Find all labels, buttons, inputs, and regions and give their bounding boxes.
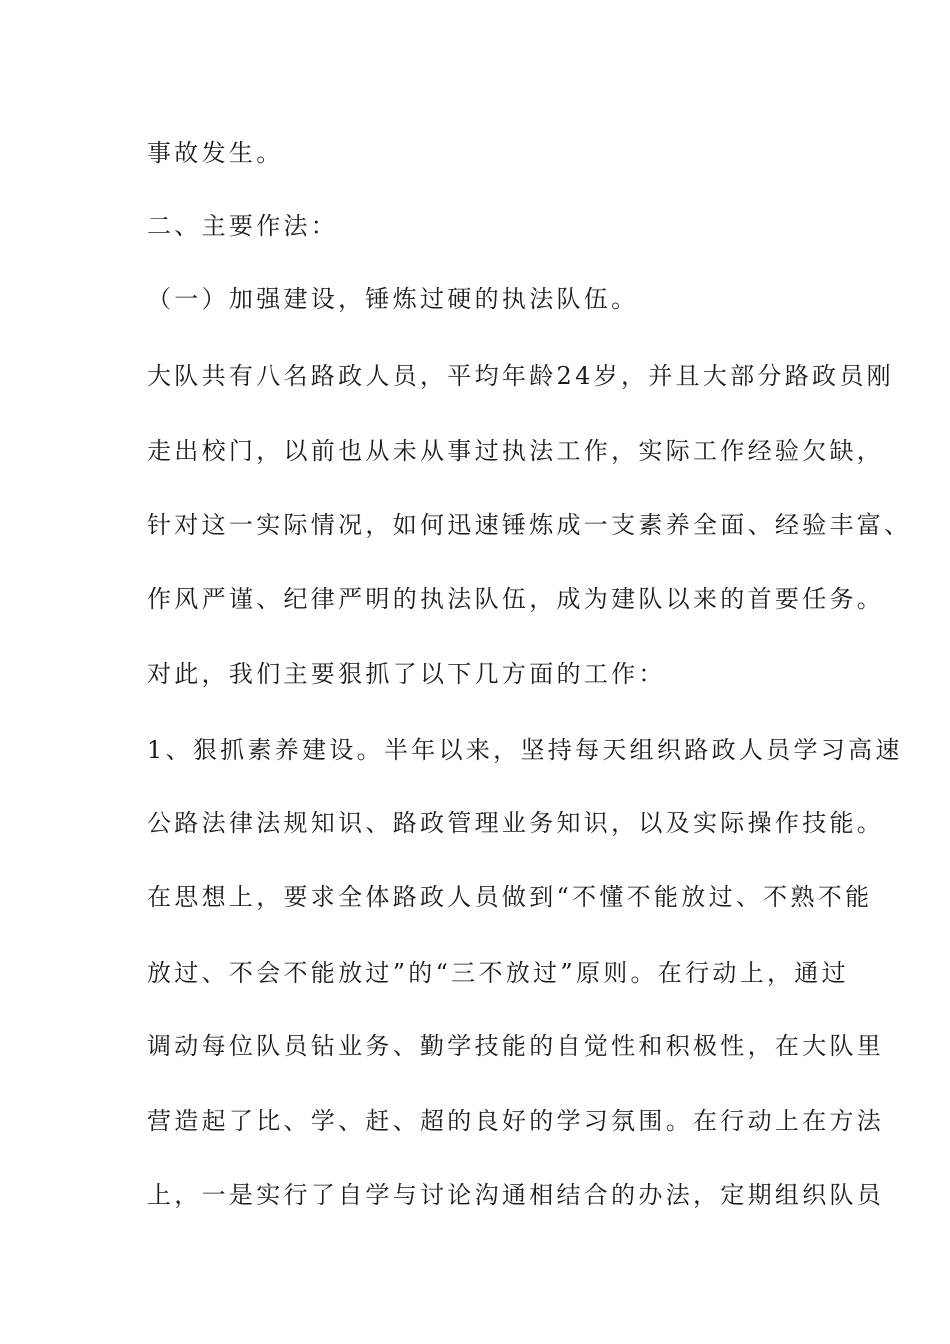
text-line: 1、狠抓素养建设。半年以来，坚持每天组织路政人员学习高速: [147, 736, 903, 764]
section-heading: 二、主要作法：: [147, 212, 339, 240]
text-line: 对此，我们主要狠抓了以下几方面的工作：: [147, 660, 666, 688]
text-line: 上，一是实行了自学与讨论沟通相结合的办法，定期组织队员: [147, 1181, 885, 1209]
text-line: 走出校门，以前也从未从事过执法工作，实际工作经验欠缺，: [147, 437, 885, 465]
text-line: 大队共有八名路政人员，平均年龄24岁，并且大部分路政员刚: [147, 362, 894, 390]
text-line: 营造起了比、学、赶、超的良好的学习氛围。在行动上在方法: [147, 1107, 885, 1135]
text-line: 调动每位队员钻业务、勤学技能的自觉性和积极性，在大队里: [147, 1032, 885, 1060]
text-line: 事故发生。: [147, 139, 284, 167]
subsection-heading: （一）加强建设，锤炼过硬的执法队伍。: [147, 285, 639, 313]
text-line: 放过、不会不能放过”的“三不放过”原则。在行动上，通过: [147, 959, 849, 987]
text-line: 作风严谨、纪律严明的执法队伍，成为建队以来的首要任务。: [147, 585, 885, 613]
text-line: 公路法律法规知识、路政管理业务知识，以及实际操作技能。: [147, 809, 885, 837]
text-line: 在思想上，要求全体路政人员做到“不懂不能放过、不熟不能: [147, 883, 873, 911]
text-line: 针对这一实际情况，如何迅速锤炼成一支素养全面、经验丰富、: [147, 511, 912, 539]
